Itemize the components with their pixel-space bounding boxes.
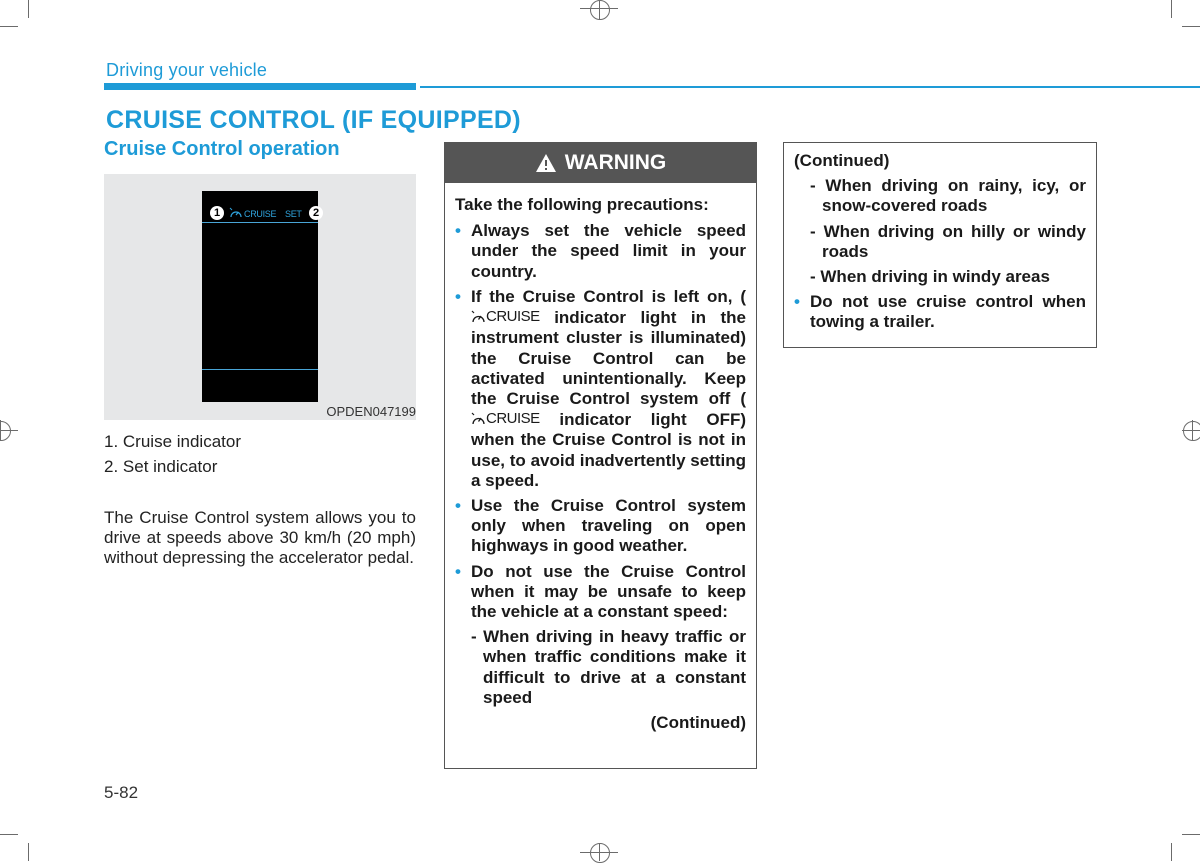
registration-line (580, 852, 618, 853)
crop-mark (0, 26, 18, 27)
cruise-indicator-inline-label: CRUISE (486, 410, 540, 428)
cruise-speedometer-icon (471, 310, 486, 324)
header-bar (104, 83, 416, 90)
legend-item: 2. Set indicator (104, 457, 218, 476)
crop-mark (1182, 834, 1200, 835)
warning-bullet-text: indicator light OFF) when the Cruise Control is not in use, to avoid inadvertently setting a speed. (471, 410, 746, 490)
continued-sub-item: - When driving in windy areas (810, 267, 1050, 287)
warning-bullet-text: If the Cruise Control is left on, ( (471, 286, 746, 306)
section-title: Driving your vehicle (106, 60, 268, 80)
registration-line (580, 8, 618, 9)
continued-label: (Continued) (650, 713, 746, 733)
legend-item: 1. Cruise indicator (104, 432, 242, 451)
continued-bullet: • Do not use cruise control when towing a trailer. (794, 292, 1086, 332)
cruise-indicator-inline-label: CRUISE (486, 308, 540, 326)
cruise-indicator-inline (471, 409, 540, 429)
registration-line (599, 0, 600, 20)
warning-intro: Take the following precautions: (455, 195, 709, 214)
warning-bullet: • Use the Cruise Control system only when traveling on open highways in good weather. (455, 496, 746, 557)
warning-bullet-text: indicator light in the instrument cluster is illuminated) the Cruise Control can be activated unintentionally. Keep the Cruise Control system off ( (471, 308, 746, 408)
registration-line (1182, 430, 1200, 431)
display-divider (202, 369, 318, 370)
callout-badge-2: 2 (309, 206, 323, 220)
set-indicator-label: SET (285, 209, 302, 219)
figure-code: OPDEN047199 (326, 404, 416, 419)
crop-mark (28, 843, 29, 861)
crop-mark (0, 834, 18, 835)
header-rule (420, 86, 1200, 88)
cruise-speedometer-icon (229, 207, 243, 219)
warning-header (445, 143, 756, 183)
warning-bullet: • Do not use the Cruise Control when it may be unsafe to keep the vehicle at a constant speed: (455, 562, 746, 623)
crop-mark (28, 0, 29, 18)
continued-sub-item: - When driving on rainy, icy, or snow-covered roads (810, 176, 1086, 216)
warning-bullet: • Always set the vehicle speed under the speed limit in your country. (455, 221, 746, 282)
continued-warning-box (783, 142, 1097, 348)
cruise-indicator-inline (471, 307, 540, 327)
display-divider (202, 222, 318, 223)
warning-title: WARNING (564, 151, 667, 174)
registration-mark (0, 421, 11, 441)
registration-line (1192, 420, 1193, 440)
page-number: 5-82 (104, 783, 139, 802)
crop-mark (1171, 843, 1172, 861)
cruise-speedometer-icon (471, 412, 486, 426)
continued-heading: (Continued) (794, 151, 890, 170)
warning-bullet (455, 287, 746, 491)
registration-line (0, 420, 1, 440)
body-paragraph: The Cruise Control system allows you to drive at speeds above 30 km/h (20 mph) without depressing the accelerator pedal. (104, 508, 416, 567)
callout-badge-1: 1 (210, 206, 224, 220)
cruise-indicator-label: CRUISE (244, 209, 277, 219)
registration-line (0, 430, 18, 431)
warning-body (455, 195, 746, 733)
continued-sub-item: - When driving on hilly or windy roads (810, 221, 1086, 261)
registration-mark (590, 843, 610, 863)
subsection-title: Cruise Control operation (104, 138, 340, 160)
warning-triangle-icon (535, 153, 557, 173)
registration-mark (590, 0, 610, 20)
instrument-cluster-display (202, 191, 318, 402)
crop-mark (1182, 26, 1200, 27)
crop-mark (1171, 0, 1172, 18)
warning-sub-item: - When driving in heavy traffic or when traffic conditions make it difficult to drive at a constant speed (471, 627, 746, 707)
continued-body (794, 151, 1086, 338)
warning-box (444, 142, 757, 769)
page-title: CRUISE CONTROL (IF EQUIPPED) (106, 106, 521, 134)
